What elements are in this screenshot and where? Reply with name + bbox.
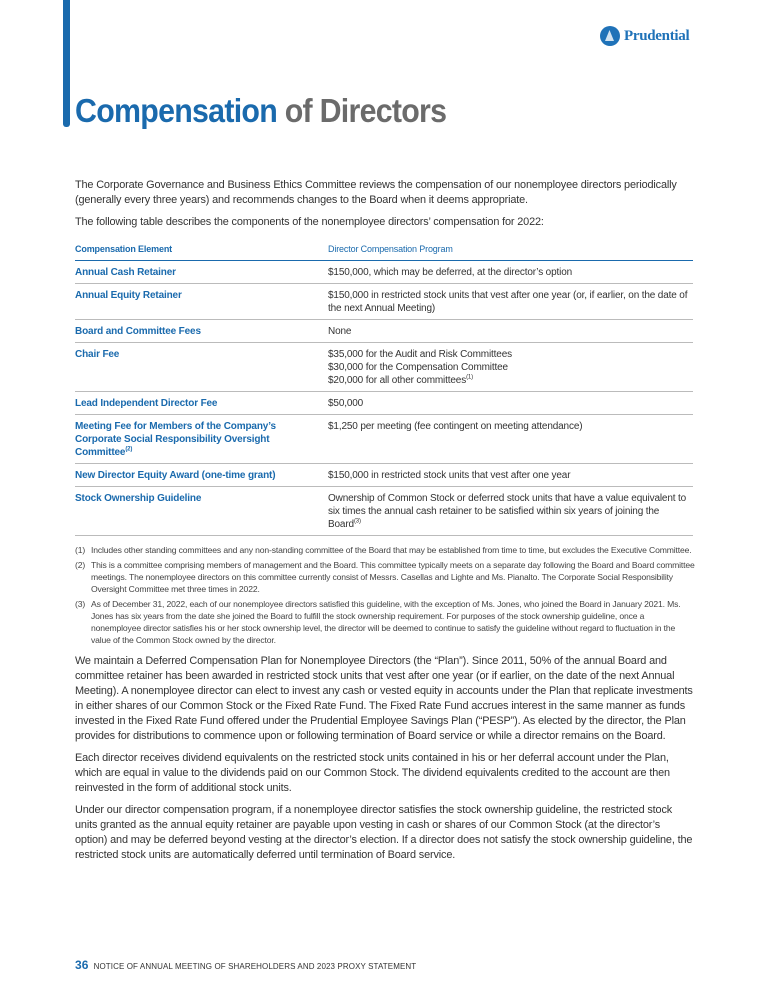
- compensation-element: [75, 284, 328, 320]
- footnote-ref: (3): [353, 518, 361, 525]
- header-program: Director Compensation Program: [328, 243, 693, 261]
- compensation-table: [75, 243, 693, 536]
- program-line: [328, 289, 693, 315]
- compensation-program: [328, 415, 693, 464]
- footnote-number: (2): [75, 560, 86, 570]
- element-label: Annual Cash Retainer: [75, 267, 176, 278]
- rock-logo-icon: [600, 26, 620, 46]
- footnotes: [75, 544, 695, 646]
- program-text: $35,000 for the Audit and Risk Committees: [328, 349, 512, 360]
- compensation-program: [328, 261, 693, 284]
- program-line: [328, 374, 693, 387]
- accent-bar: [63, 0, 70, 127]
- prudential-logo: [600, 26, 689, 46]
- page-footer: [75, 958, 416, 972]
- element-label: Annual Equity Retainer: [75, 290, 182, 301]
- table-row: [75, 261, 693, 284]
- page-number: 36: [75, 958, 89, 972]
- program-line: [328, 266, 693, 279]
- logo-text: Prudential: [624, 27, 690, 44]
- footnote-text: This is a committee comprising members of management and the Board. This committee typically meets on a separate day following the Board and Board committee meetings. The nonemployee directors on this committee currently consist of Messrs. Casellas and Lighte and Ms. Pianalto. The Corporate Social Responsibility Oversight Committee met three times in 2022.: [91, 560, 695, 594]
- compensation-element: [75, 392, 328, 415]
- footnote-text: As of December 31, 2022, each of our nonemployee directors satisfied this guideline, with the exception of Ms. Jones, who joined the Board in January 2021. Ms. Jones has six years from the date she joined the Board to fulfill the stock ownership requirement. For purposes of the stock ownership guideline, once a nonemployee director satisfies his or her stock ownership level, the director will be deemed to continue to satisfy the guideline without regard to fluctuation in the value of the Common Stock owned by the director.: [91, 599, 681, 645]
- intro-paragraph: The Corporate Governance and Business Ethics Committee reviews the compensation of our nonemployee directors periodically (generally every three years) and recommends changes to the Board when it deems appropriate.: [75, 179, 677, 206]
- program-line: [328, 397, 693, 410]
- footnote-ref: (2): [125, 446, 133, 453]
- program-text: $150,000 in restricted stock units that vest after one year (or, if earlier, on the date of the next Annual Meeting): [328, 290, 688, 314]
- program-line: [328, 361, 693, 374]
- compensation-element: [75, 261, 328, 284]
- footnote-number: (1): [75, 545, 86, 555]
- footnote: [75, 559, 695, 595]
- table-row: [75, 320, 693, 343]
- element-label: Lead Independent Director Fee: [75, 398, 218, 409]
- compensation-program: [328, 320, 693, 343]
- compensation-program: [328, 392, 693, 415]
- table-row: [75, 392, 693, 415]
- compensation-element: [75, 464, 328, 487]
- program-text: $150,000 in restricted stock units that vest after one year: [328, 470, 571, 481]
- compensation-program: [328, 343, 693, 392]
- program-text: Ownership of Common Stock or deferred stock units that have a value equivalent to six times the annual cash retainer to be satisfied within six years of joining the Board: [328, 493, 687, 530]
- program-text: $20,000 for all other committees: [328, 375, 467, 386]
- table-row: [75, 464, 693, 487]
- title-part2: of Directors: [284, 92, 447, 129]
- table-row: [75, 343, 693, 392]
- element-label: Board and Committee Fees: [75, 326, 201, 337]
- program-line: [328, 492, 693, 531]
- program-line: [328, 420, 693, 433]
- compensation-element: [75, 343, 328, 392]
- footnote: [75, 544, 695, 556]
- compensation-program: [328, 464, 693, 487]
- program-text: $150,000, which may be deferred, at the director’s option: [328, 267, 573, 278]
- title-part1: Compensation: [75, 92, 278, 129]
- program-text: $50,000: [328, 398, 364, 409]
- body-paragraph: Each director receives dividend equivalents on the restricted stock units contained in his or her deferral account under the Plan, which are equal in value to the dividends paid on our Common Stock. The dividend equivalents credited to the account are then reinvested in the form of additional stock units.: [75, 752, 670, 794]
- footer-text: NOTICE OF ANNUAL MEETING OF SHAREHOLDERS AND 2023 PROXY STATEMENT: [93, 962, 417, 971]
- table-row: [75, 415, 693, 464]
- intro-paragraph: The following table describes the components of the nonemployee directors’ compensation for 2022:: [75, 216, 544, 228]
- program-line: [328, 325, 693, 338]
- compensation-program: [328, 284, 693, 320]
- table-row: [75, 284, 693, 320]
- compensation-program: [328, 487, 693, 536]
- footnote-number: (3): [75, 599, 86, 609]
- element-label: Meeting Fee for Members of the Company’s Corporate Social Responsibility Oversight Committee: [75, 421, 276, 458]
- page-title: [75, 92, 446, 130]
- header-element: Compensation Element: [75, 243, 328, 261]
- element-label: Stock Ownership Guideline: [75, 493, 202, 504]
- program-line: [328, 348, 693, 361]
- program-text: None: [328, 326, 352, 337]
- compensation-element: [75, 415, 328, 464]
- compensation-element: [75, 320, 328, 343]
- footnote-text: Includes other standing committees and any non-standing committee of the Board that may be established from time to time, but excludes the Executive Committee.: [91, 545, 692, 555]
- body-paragraphs: [75, 654, 695, 863]
- footnote-ref: (1): [466, 374, 473, 381]
- footnote: [75, 598, 695, 646]
- body-paragraph: Under our director compensation program, if a nonemployee director satisfies the stock ownership guideline, the restricted stock units granted as the annual equity retainer are payable upon vesting in cash or shares of our Common Stock (at the director’s option) and may be deferred beyond vesting at the director’s election. If a director does not satisfy the stock ownership guideline, the restricted stock units are automatically deferred until termination of Board service.: [75, 804, 693, 861]
- table-row: [75, 487, 693, 536]
- program-line: [328, 469, 693, 482]
- element-label: New Director Equity Award (one-time grant): [75, 470, 276, 481]
- program-text: $30,000 for the Compensation Committee: [328, 362, 508, 373]
- content: [75, 178, 695, 870]
- compensation-element: [75, 487, 328, 536]
- element-label: Chair Fee: [75, 349, 120, 360]
- program-text: $1,250 per meeting (fee contingent on meeting attendance): [328, 421, 583, 432]
- body-paragraph: We maintain a Deferred Compensation Plan for Nonemployee Directors (the “Plan”). Since 2011, 50% of the annual Board and committee retainer has been awarded in restricted stock units that vest after one year (or if earlier, on the date of the next Annual Meeting). A nonemployee director can elect to invest any cash or vested equity in accounts under the Plan that replicate investments in either shares of our Common Stock or the Fixed Rate Fund. The Fixed Rate Fund accrues interest in the same manner as funds invested in the Fixed Rate Fund offered under the Prudential Employee Savings Plan (“PESP”). As elected by the director, the Plan provides for distributions to commence upon or following termination of Board service or while a director remains on the Board.: [75, 655, 693, 742]
